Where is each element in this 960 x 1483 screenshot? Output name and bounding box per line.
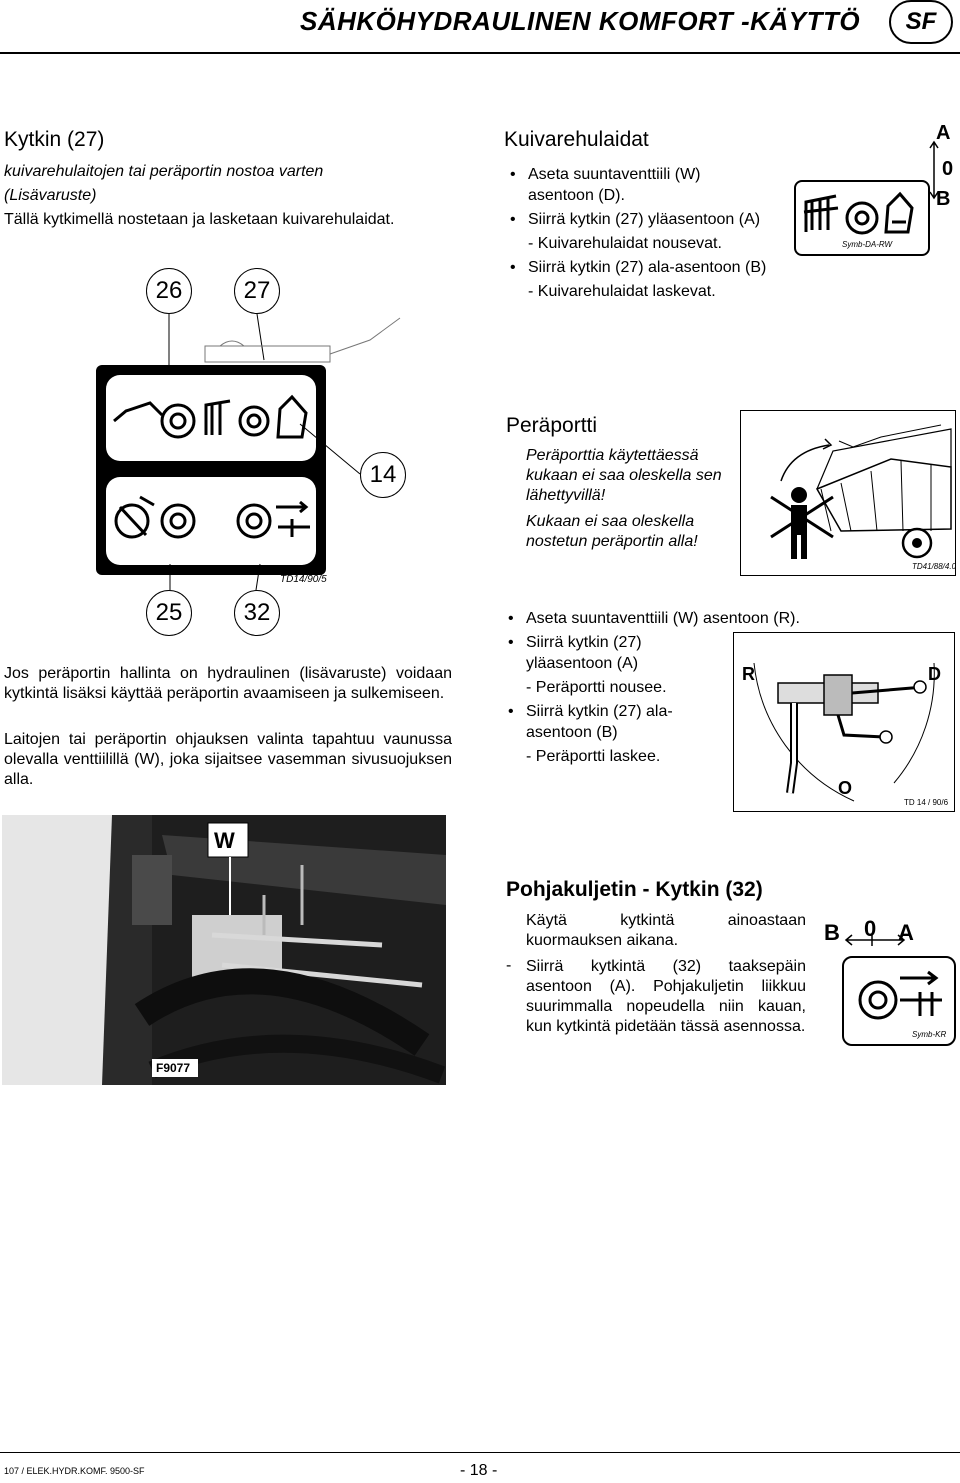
language-badge: SF <box>889 0 953 44</box>
callout-25: 25 <box>146 590 192 636</box>
callout-26: 26 <box>146 268 192 314</box>
hydraulic-paragraph-1: Jos peräportin hallinta on hydraulinen (lisävaruste) voidaan kytkintä lisäksi käyttää peräportin avaamiseen ja sulkemiseen. <box>4 665 452 702</box>
tailgate-warning-figure <box>740 410 956 576</box>
hydraulic-paragraph-2: Laitojen tai peräportin ohjauksen valinta tapahtuu vaunussa olevalla venttiilillä (W), joka sijaitsee vasemman sivusuojuksen alla. <box>4 731 452 788</box>
section-heading-kuivarehulaidat: Kuivarehulaidat <box>504 128 649 151</box>
position-arrow-icon <box>928 140 940 200</box>
callout-14: 14 <box>360 452 406 498</box>
peraportti-steps <box>506 608 800 770</box>
valve-position-r: R <box>742 664 755 684</box>
callout-27: 27 <box>234 268 280 314</box>
callout-lower-leaders <box>160 560 280 594</box>
position-a-label: A <box>936 122 951 144</box>
list-item: • Aseta suuntaventtiili (W) asentoon (D). <box>508 164 770 206</box>
kytkin27-text: Tällä kytkimellä nostetaan ja lasketaan kuivarehulaidat. <box>4 211 395 228</box>
valve-photo <box>2 815 446 1085</box>
photo-w-label: W <box>214 828 235 853</box>
list-item: - Kuivarehulaidat laskevat. <box>528 283 716 300</box>
leader-lines <box>0 300 420 370</box>
callout-32: 32 <box>234 590 280 636</box>
footer-rule <box>0 1452 960 1453</box>
list-item: - Kuivarehulaidat nousevat. <box>528 235 722 252</box>
valve-position-d: D <box>928 664 941 684</box>
warning-1: Peräporttia käytettäessä kukaan ei saa oleskella sen lähettyvillä! <box>526 447 722 504</box>
photo-id: F9077 <box>156 1061 191 1075</box>
pohjakuljetin-item: Siirrä kytkintä (32) taaksepäin asentoon (A). Pohjakuljetin liikkuu suurimmalla nopeudella niin kauan, kun kytkintä pidetään tässä asennossa. <box>526 958 806 1035</box>
section-heading-peraportti: Peräportti <box>506 414 598 437</box>
section-heading-pohjakuljetin: Pohjakuljetin - Kytkin (32) <box>506 878 763 901</box>
panel-lower-symbols <box>106 477 316 565</box>
page-number: - 18 - <box>460 1462 498 1479</box>
valve-figure-caption: TD 14 / 90/6 <box>904 798 949 807</box>
valve-position-o: O <box>838 778 853 798</box>
symbol-caption: Symb-DA-RW <box>842 240 893 249</box>
list-item: - Peräportti nousee. <box>526 679 667 696</box>
conveyor-position-0: 0 <box>864 916 877 941</box>
conveyor-position-b: B <box>824 920 840 945</box>
position-0-label: 0 <box>942 158 954 180</box>
panel-caption: TD14/90/5 <box>280 574 327 585</box>
position-b-label: B <box>936 188 951 210</box>
list-item: • Aseta suuntaventtiili (W) asentoon (R). <box>506 608 856 629</box>
list-item: - Peräportti laskee. <box>526 748 661 765</box>
section-heading-kytkin27: Kytkin (27) <box>4 128 105 151</box>
pohjakuljetin-intro: Käytä kytkintä ainoastaan kuormauksen aikana. <box>526 912 806 949</box>
list-item: • Siirrä kytkin (27) yläasentoon (A) <box>508 209 770 230</box>
conveyor-position-a: A <box>898 920 914 945</box>
header-rule <box>0 52 960 54</box>
page-title: SÄHKÖHYDRAULINEN KOMFORT -KÄYTTÖ <box>300 6 861 36</box>
dash-marker: - <box>506 957 512 974</box>
conveyor-arrow-icon <box>842 930 922 950</box>
callout-14-leader <box>260 420 370 480</box>
kytkin27-optional: (Lisävaruste) <box>4 187 97 204</box>
conveyor-symbol-caption: Symb-KR <box>912 1030 947 1039</box>
list-item: • Siirrä kytkin (27) ala-asentoon (B) <box>506 701 686 743</box>
footer-code: 107 / ELEK.HYDR.KOMF. 9500-SF <box>4 1466 145 1476</box>
warning-2: Kukaan ei saa oleskella nostetun peräportin alla! <box>526 513 698 550</box>
list-item: • Siirrä kytkin (27) yläasentoon (A) <box>506 632 730 674</box>
kuivarehulaidat-steps <box>508 164 770 305</box>
tailgate-figure-caption: TD41/88/4.0 <box>912 562 957 571</box>
kytkin27-subtitle: kuivarehulaitojen tai peräportin nostoa varten <box>4 163 324 180</box>
list-item: • Siirrä kytkin (27) ala-asentoon (B) <box>508 257 770 278</box>
